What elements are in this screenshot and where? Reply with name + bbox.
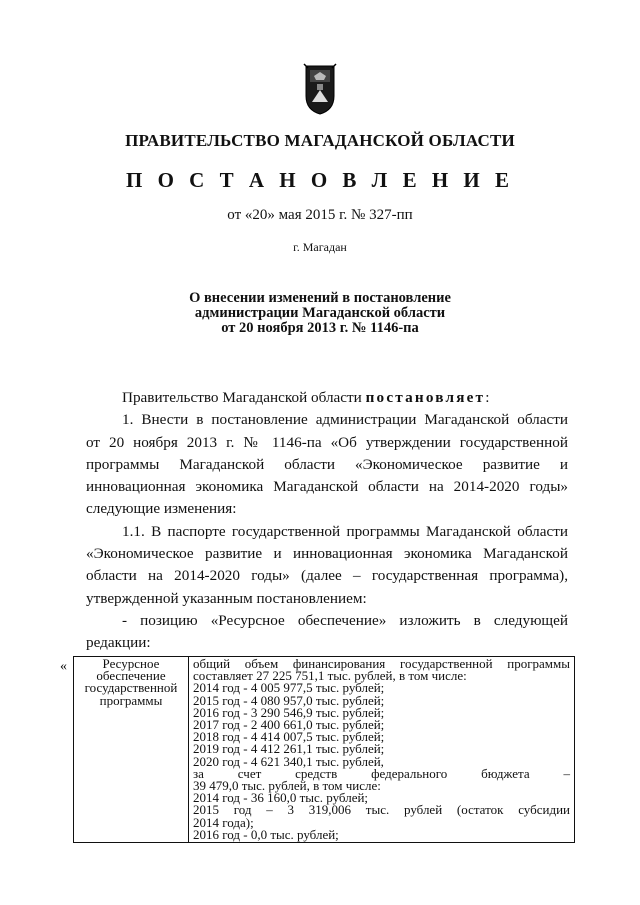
value-line: 39 479,0 тыс. рублей, в том числе: [193,778,381,794]
table-row [74,657,575,843]
value-line: 2015 год – 3 319,006 тыс. рублей (остаток субсидии [193,802,570,818]
paragraph-line: области на 2014-2020 годы» (далее – государственная программа), [86,567,568,585]
paragraph-line: 1. Внести в постановление администрации Магаданской области [122,411,568,429]
subject-line: О внесении изменений в постановление [189,290,451,306]
organization-name: ПРАВИТЕЛЬСТВО МАГАДАНСКОЙ ОБЛАСТИ [125,131,515,150]
value-line: 2016 год - 0,0 тыс. рублей; [193,826,339,842]
value-line: 2017 год - 2 400 661,0 тыс. рублей; [193,717,385,733]
intro-text: Правительство Магаданской области [122,389,366,406]
label-line: обеспечение [96,668,166,684]
paragraph-line: 1.1. В паспорте государственной программы Магаданской области [122,522,568,540]
value-line: за счет средств федерального бюджета – [193,765,570,781]
value-line: 2018 год - 4 414 007,5 тыс. рублей; [193,729,385,745]
paragraph-line: утвержденной указанным постановлением: [86,589,367,607]
paragraph-line: - позицию «Ресурсное обеспечение» изложить в следующей [122,611,568,629]
value-line: 2016 год - 3 290 546,9 тыс. рублей; [193,704,385,720]
opening-quote: « [60,659,67,674]
value-line: 2019 год - 4 412 261,1 тыс. рублей; [193,741,385,757]
intro-resolves: постановляет [365,389,486,406]
document-city: г. Магадан [293,240,347,254]
paragraph-line: инновационная экономика Магаданской области на 2014-2020 годы» [86,478,568,496]
document-subject [0,291,640,336]
paragraph-line: от 20 ноября 2013 г. № 1146-па «Об утверждении государственной [86,433,568,451]
paragraph-line: редакции: [86,634,151,652]
resource-label-cell [74,657,189,843]
label-line: государственной [84,680,178,696]
document-date-number: от «20» мая 2015 г. № 327-пп [227,207,413,223]
document-body [86,387,568,655]
paragraph-line: следующие изменения: [86,500,237,518]
resource-table [73,656,575,843]
label-line: программы [99,692,163,708]
subject-line: администрации Магаданской области [194,305,446,321]
value-line: 2014 года); [193,814,254,830]
resource-value-cell [189,657,575,843]
paragraph-line: «Экономическое развитие и инновационная экономика Магаданской [86,545,568,563]
value-line: 2015 год - 4 080 957,0 тыс. рублей; [193,692,385,708]
value-line: 2014 год - 4 005 977,5 тыс. рублей; [193,680,385,696]
coat-of-arms-icon [300,62,340,116]
value-line: 2014 год - 36 160,0 тыс. рублей; [193,790,369,806]
label-line: Ресурсное [102,656,160,671]
subject-line: от 20 ноября 2013 г. № 1146-па [221,320,419,336]
value-line: составляет 27 225 751,1 тыс. рублей, в том числе: [193,668,467,684]
document-type: П О С Т А Н О В Л Е Н И Е [125,168,514,192]
intro-paragraph [86,387,568,409]
value-line: общий объем финансирования государственной программы [193,656,570,671]
intro-colon: : [485,389,490,406]
value-line: 2020 год - 4 621 340,1 тыс. рублей, [193,753,384,769]
paragraph-line: программы Магаданской области «Экономическое развитие и [86,455,568,473]
